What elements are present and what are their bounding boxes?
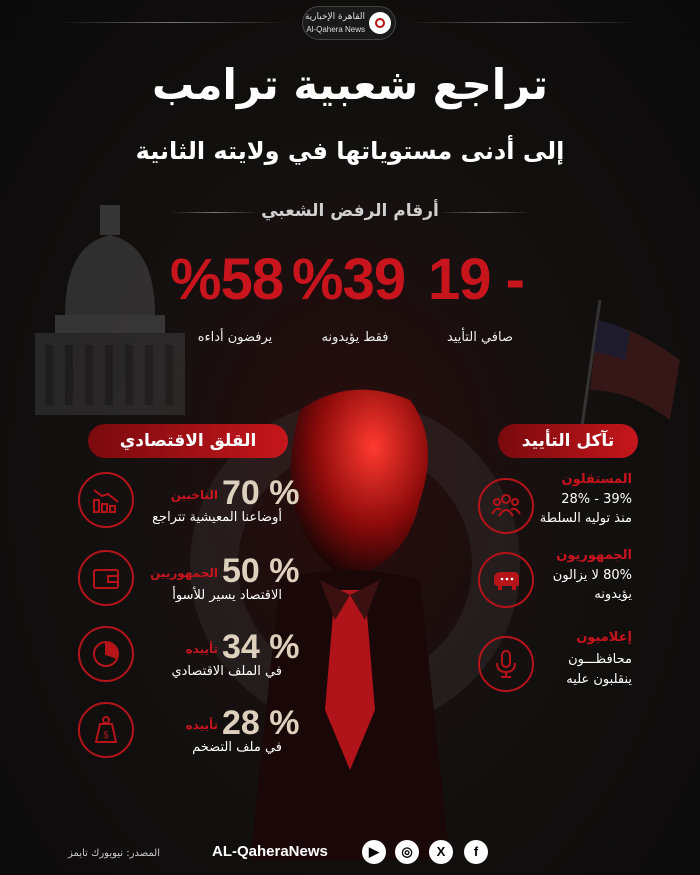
net-approval-label: صافي التأييد [446, 330, 513, 345]
header-divider-left [60, 22, 290, 23]
economy-item-2-text: الاقتصاد يسير للأسوأ [172, 588, 282, 603]
microphone-icon [490, 648, 522, 680]
support-item-1-line1: 39% - 28% [561, 492, 632, 507]
section-title: أرقام الرفض الشعبي [261, 201, 439, 221]
brand-logo[interactable] [302, 6, 396, 40]
economy-item-4-label: تأييده [185, 718, 218, 732]
us-flag-icon [570, 300, 690, 440]
youtube-icon[interactable]: ▶ [362, 840, 386, 864]
wallet-icon [90, 562, 122, 594]
economy-item-2-label: الجمهوريين [150, 566, 218, 580]
instagram-icon[interactable]: ◎ [395, 840, 419, 864]
economy-item-1-number: 70 % [222, 474, 300, 512]
support-item-1-line2: منذ توليه السلطة [539, 511, 632, 526]
economy-item-3-number: 34 % [222, 628, 300, 666]
economy-item-4-number: 28 % [222, 704, 300, 742]
support-item-2-title: الجمهوريون [556, 548, 632, 563]
facebook-icon[interactable]: f [464, 840, 488, 864]
chart-down-icon [90, 484, 122, 516]
footer-brand: AL-QaheraNews [212, 843, 328, 860]
page-title: تراجع شعبية ترامب [151, 60, 549, 109]
support-item-3-line2: ينقلبون عليه [566, 672, 632, 687]
economy-item-3-text: في الملف الاقتصادي [171, 664, 282, 679]
logo-arabic-text: القاهرة الإخبارية [304, 12, 365, 22]
economy-item-1-text: أوضاعنا المعيشية تتراجع [152, 510, 282, 525]
economy-item-2-number: 50 % [222, 552, 300, 590]
approve-value: %39 [292, 247, 406, 312]
x-twitter-icon[interactable]: X [429, 840, 453, 864]
logo-mark-icon [369, 12, 391, 34]
net-approval-value: 19 - [428, 247, 524, 312]
svg-text:$: $ [102, 730, 110, 741]
source-credit: المصدر: نيويورك تايمز [68, 848, 160, 859]
economy-item-3-label: تأييده [185, 642, 218, 656]
economy-item-4-text: في ملف التضخم [192, 740, 282, 755]
support-item-3-line1: محافظـــون [568, 652, 632, 667]
support-section-title: تآكل التأييد [498, 424, 638, 458]
support-item-2-line1: 80% لا يزالون [552, 568, 632, 583]
economy-item-1-label: الناخبين [170, 488, 218, 502]
support-item-3-title: إعلاميون [576, 630, 632, 645]
disapprove-label: يرفضون أداءه [197, 330, 273, 345]
support-item-2-line2: يؤيدونه [594, 587, 632, 602]
price-tag-icon [90, 714, 122, 746]
page-subtitle: إلى أدنى مستوياتها في ولايته الثانية [135, 137, 565, 165]
logo-english-text: Al-Qahera News [306, 25, 365, 34]
economy-section-title: القلق الاقتصادي [88, 424, 288, 458]
support-item-1-title: المستقلون [561, 472, 632, 487]
approve-label: فقط يؤيدونه [321, 330, 389, 345]
elephant-icon [490, 564, 522, 596]
header-divider-right [408, 22, 638, 23]
disapprove-value: %58 [170, 247, 284, 312]
pie-chart-icon [90, 638, 122, 670]
